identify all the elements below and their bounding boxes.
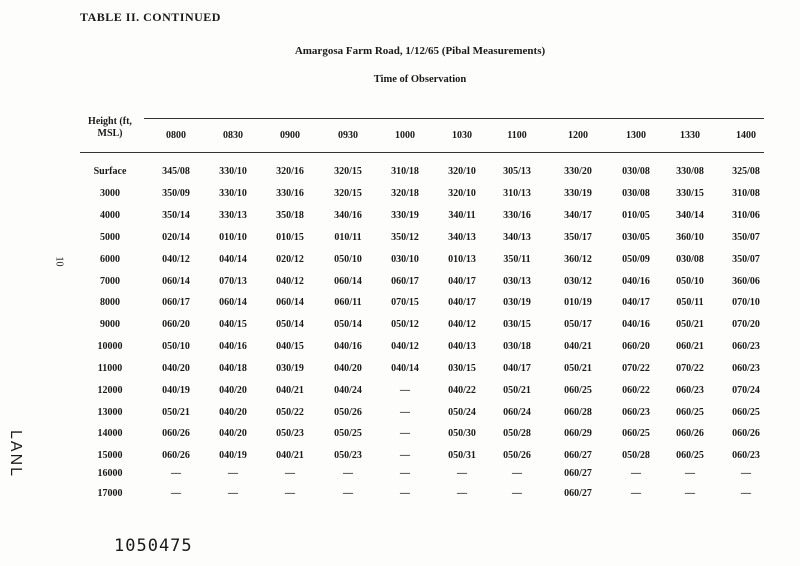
height-column-header: Height (ft, MSL) bbox=[88, 116, 132, 139]
row-height-label: 11000 bbox=[97, 363, 123, 374]
table-cell: 040/16 bbox=[622, 276, 650, 287]
table-cell: 060/20 bbox=[622, 341, 650, 352]
table-cell: 070/10 bbox=[732, 297, 760, 308]
table-cell: 050/11 bbox=[676, 297, 704, 308]
table-cell: 350/11 bbox=[503, 254, 531, 265]
table-cell: 040/16 bbox=[622, 319, 650, 330]
table-cell: 340/13 bbox=[503, 232, 531, 243]
table-cell: 060/27 bbox=[564, 450, 592, 461]
row-height-label: 6000 bbox=[100, 254, 120, 265]
table-cell: 330/15 bbox=[676, 188, 704, 199]
table-cell: 020/14 bbox=[162, 232, 190, 243]
table-cell: 350/07 bbox=[732, 232, 760, 243]
column-header: 1030 bbox=[452, 130, 472, 141]
table-cell: 030/05 bbox=[622, 232, 650, 243]
column-header: 1100 bbox=[507, 130, 527, 141]
table-cell: 050/21 bbox=[564, 363, 592, 374]
table-cell: 340/13 bbox=[448, 232, 476, 243]
table-cell: 050/14 bbox=[334, 319, 362, 330]
table-cell: 020/12 bbox=[276, 254, 304, 265]
table-cell: 360/10 bbox=[676, 232, 704, 243]
row-height-label: 17000 bbox=[97, 488, 123, 499]
table-cell: 040/13 bbox=[448, 341, 476, 352]
table-cell: 350/17 bbox=[564, 232, 592, 243]
table-cell: 050/09 bbox=[622, 254, 650, 265]
table-cell: 060/17 bbox=[391, 276, 419, 287]
table-cell: 040/21 bbox=[276, 450, 304, 461]
table-cell: — bbox=[631, 468, 641, 479]
column-header: 1300 bbox=[626, 130, 646, 141]
column-header: 1400 bbox=[736, 130, 756, 141]
table-cell: 060/25 bbox=[676, 450, 704, 461]
table-cell: 040/12 bbox=[162, 254, 190, 265]
time-of-observation-heading: Time of Observation bbox=[373, 74, 467, 85]
table-cell: 050/10 bbox=[334, 254, 362, 265]
table-cell: 060/24 bbox=[503, 407, 531, 418]
table-cell: 040/20 bbox=[219, 428, 247, 439]
table-cell: — bbox=[685, 468, 695, 479]
table-cell: 040/17 bbox=[448, 276, 476, 287]
table-cell: — bbox=[400, 488, 410, 499]
table-cell: 040/12 bbox=[391, 341, 419, 352]
table-cell: 060/26 bbox=[162, 450, 190, 461]
table-cell: 320/15 bbox=[334, 188, 362, 199]
table-cell: 060/26 bbox=[732, 428, 760, 439]
lanl-stamp: LANL bbox=[7, 430, 24, 479]
table-cell: 330/13 bbox=[219, 210, 247, 221]
column-header: 0900 bbox=[280, 130, 300, 141]
table-cell: — bbox=[400, 385, 410, 396]
table-cell: 330/10 bbox=[219, 166, 247, 177]
table-cell: 050/12 bbox=[391, 319, 419, 330]
table-cell: 040/12 bbox=[276, 276, 304, 287]
table-cell: 040/16 bbox=[334, 341, 362, 352]
column-header: 1330 bbox=[680, 130, 700, 141]
table-cell: 050/25 bbox=[334, 428, 362, 439]
table-cell: 040/17 bbox=[448, 297, 476, 308]
table-cell: 050/23 bbox=[334, 450, 362, 461]
table-cell: 070/20 bbox=[732, 319, 760, 330]
table-cell: 340/11 bbox=[448, 210, 476, 221]
table-cell: 040/20 bbox=[162, 363, 190, 374]
table-cell: 320/10 bbox=[448, 188, 476, 199]
table-cell: 330/20 bbox=[564, 166, 592, 177]
column-header: 0930 bbox=[338, 130, 358, 141]
table-cell: 040/15 bbox=[276, 341, 304, 352]
table-cell: 330/19 bbox=[391, 210, 419, 221]
column-header: 0800 bbox=[166, 130, 186, 141]
table-cell: 070/15 bbox=[391, 297, 419, 308]
table-cell: 060/25 bbox=[564, 385, 592, 396]
table-cell: 060/14 bbox=[334, 276, 362, 287]
table-cell: 345/08 bbox=[162, 166, 190, 177]
table-cell: 070/13 bbox=[219, 276, 247, 287]
table-cell: 040/20 bbox=[219, 407, 247, 418]
table-cell: — bbox=[228, 488, 238, 499]
table-cell: 060/25 bbox=[732, 407, 760, 418]
table-cell: 325/08 bbox=[732, 166, 760, 177]
table-cell: 050/10 bbox=[162, 341, 190, 352]
page-number: 10 bbox=[53, 256, 65, 267]
row-height-label: 12000 bbox=[97, 385, 123, 396]
table-cell: 330/16 bbox=[503, 210, 531, 221]
column-header: 0830 bbox=[223, 130, 243, 141]
table-cell: 060/27 bbox=[564, 468, 592, 479]
row-height-label: 5000 bbox=[100, 232, 120, 243]
table-cell: 050/22 bbox=[276, 407, 304, 418]
table-cell: 320/18 bbox=[391, 188, 419, 199]
table-cell: 060/14 bbox=[162, 276, 190, 287]
table-cell: 330/10 bbox=[219, 188, 247, 199]
table-cell: 030/15 bbox=[503, 319, 531, 330]
row-height-label: 16000 bbox=[97, 468, 123, 479]
table-cell: 040/12 bbox=[448, 319, 476, 330]
table-cell: — bbox=[285, 468, 295, 479]
table-cell: 030/12 bbox=[564, 276, 592, 287]
table-cell: 050/17 bbox=[564, 319, 592, 330]
table-cell: 030/15 bbox=[448, 363, 476, 374]
header-rule-bottom bbox=[80, 152, 764, 153]
table-cell: 350/09 bbox=[162, 188, 190, 199]
table-cell: — bbox=[171, 488, 181, 499]
table-cell: 010/05 bbox=[622, 210, 650, 221]
table-cell: 060/23 bbox=[732, 450, 760, 461]
table-cell: 030/19 bbox=[276, 363, 304, 374]
table-cell: 050/26 bbox=[503, 450, 531, 461]
table-cell: 060/23 bbox=[622, 407, 650, 418]
table-cell: 050/31 bbox=[448, 450, 476, 461]
table-cell: 060/22 bbox=[622, 385, 650, 396]
table-cell: 040/18 bbox=[219, 363, 247, 374]
table-cell: — bbox=[228, 468, 238, 479]
table-cell: 040/20 bbox=[334, 363, 362, 374]
row-height-label: 13000 bbox=[97, 407, 123, 418]
table-cell: 340/17 bbox=[564, 210, 592, 221]
table-cell: 040/22 bbox=[448, 385, 476, 396]
table-cell: 030/19 bbox=[503, 297, 531, 308]
table-cell: 320/10 bbox=[448, 166, 476, 177]
table-cell: 050/26 bbox=[334, 407, 362, 418]
table-cell: — bbox=[400, 450, 410, 461]
table-cell: 050/21 bbox=[676, 319, 704, 330]
table-title: TABLE II. CONTINUED bbox=[80, 10, 221, 24]
table-cell: 050/24 bbox=[448, 407, 476, 418]
table-cell: 030/13 bbox=[503, 276, 531, 287]
table-cell: 350/12 bbox=[391, 232, 419, 243]
table-cell: 320/15 bbox=[334, 166, 362, 177]
document-number: 1050475 bbox=[114, 536, 193, 556]
table-subtitle: Amargosa Farm Road, 1/12/65 (Pibal Measurements) bbox=[294, 45, 546, 57]
table-cell: 040/15 bbox=[219, 319, 247, 330]
table-cell: — bbox=[400, 428, 410, 439]
table-cell: 310/13 bbox=[503, 188, 531, 199]
table-cell: — bbox=[685, 488, 695, 499]
table-cell: 040/14 bbox=[219, 254, 247, 265]
table-cell: — bbox=[171, 468, 181, 479]
table-cell: 040/16 bbox=[219, 341, 247, 352]
table-cell: 040/17 bbox=[622, 297, 650, 308]
table-cell: 060/17 bbox=[162, 297, 190, 308]
table-cell: 030/10 bbox=[391, 254, 419, 265]
table-cell: 340/14 bbox=[676, 210, 704, 221]
row-height-label: Surface bbox=[93, 166, 127, 177]
table-cell: 070/22 bbox=[676, 363, 704, 374]
table-cell: 040/19 bbox=[162, 385, 190, 396]
table-cell: — bbox=[741, 488, 751, 499]
table-cell: 060/21 bbox=[676, 341, 704, 352]
table-cell: — bbox=[400, 468, 410, 479]
table-cell: 060/25 bbox=[676, 407, 704, 418]
table-cell: 070/24 bbox=[732, 385, 760, 396]
row-height-label: 15000 bbox=[97, 450, 123, 461]
table-cell: 010/15 bbox=[276, 232, 304, 243]
table-cell: 050/23 bbox=[276, 428, 304, 439]
table-cell: 320/16 bbox=[276, 166, 304, 177]
table-cell: — bbox=[512, 488, 522, 499]
table-cell: 040/19 bbox=[219, 450, 247, 461]
table-cell: 340/16 bbox=[334, 210, 362, 221]
table-cell: 310/18 bbox=[391, 166, 419, 177]
table-cell: 060/26 bbox=[676, 428, 704, 439]
table-cell: 060/14 bbox=[276, 297, 304, 308]
table-cell: 060/26 bbox=[162, 428, 190, 439]
table-cell: 060/20 bbox=[162, 319, 190, 330]
table-cell: 010/11 bbox=[334, 232, 362, 243]
table-cell: 040/20 bbox=[219, 385, 247, 396]
table-cell: — bbox=[343, 488, 353, 499]
table-cell: 030/08 bbox=[622, 188, 650, 199]
table-cell: 350/14 bbox=[162, 210, 190, 221]
table-cell: 030/18 bbox=[503, 341, 531, 352]
table-cell: 040/17 bbox=[503, 363, 531, 374]
table-cell: — bbox=[285, 488, 295, 499]
table-cell: 040/14 bbox=[391, 363, 419, 374]
table-cell: 010/19 bbox=[564, 297, 592, 308]
table-cell: 310/08 bbox=[732, 188, 760, 199]
header-rule-top bbox=[144, 118, 764, 119]
table-cell: 350/07 bbox=[732, 254, 760, 265]
table-cell: 050/28 bbox=[622, 450, 650, 461]
table-cell: 060/23 bbox=[676, 385, 704, 396]
table-cell: 060/14 bbox=[219, 297, 247, 308]
table-cell: — bbox=[741, 468, 751, 479]
table-cell: 050/30 bbox=[448, 428, 476, 439]
row-height-label: 8000 bbox=[100, 297, 120, 308]
table-cell: 330/16 bbox=[276, 188, 304, 199]
table-cell: 060/25 bbox=[622, 428, 650, 439]
table-cell: 040/21 bbox=[276, 385, 304, 396]
table-cell: 360/12 bbox=[564, 254, 592, 265]
table-cell: 060/28 bbox=[564, 407, 592, 418]
table-cell: 050/21 bbox=[503, 385, 531, 396]
table-cell: 050/10 bbox=[676, 276, 704, 287]
table-cell: 040/21 bbox=[564, 341, 592, 352]
table-cell: 360/06 bbox=[732, 276, 760, 287]
table-cell: — bbox=[343, 468, 353, 479]
table-cell: 310/06 bbox=[732, 210, 760, 221]
row-height-label: 14000 bbox=[97, 428, 123, 439]
table-cell: 060/29 bbox=[564, 428, 592, 439]
table-cell: 060/27 bbox=[564, 488, 592, 499]
table-cell: 330/19 bbox=[564, 188, 592, 199]
column-header: 1000 bbox=[395, 130, 415, 141]
table-cell: 070/22 bbox=[622, 363, 650, 374]
row-height-label: 10000 bbox=[97, 341, 123, 352]
row-height-label: 7000 bbox=[100, 276, 120, 287]
table-cell: 060/23 bbox=[732, 341, 760, 352]
table-cell: — bbox=[400, 407, 410, 418]
row-height-label: 3000 bbox=[100, 188, 120, 199]
table-cell: 030/08 bbox=[622, 166, 650, 177]
row-height-label: 4000 bbox=[100, 210, 120, 221]
table-cell: 060/11 bbox=[334, 297, 362, 308]
table-cell: — bbox=[457, 488, 467, 499]
table-cell: 050/14 bbox=[276, 319, 304, 330]
table-cell: 350/18 bbox=[276, 210, 304, 221]
column-header: 1200 bbox=[568, 130, 588, 141]
table-cell: — bbox=[512, 468, 522, 479]
table-cell: 040/24 bbox=[334, 385, 362, 396]
table-cell: 010/13 bbox=[448, 254, 476, 265]
table-cell: 050/28 bbox=[503, 428, 531, 439]
table-cell: 060/23 bbox=[732, 363, 760, 374]
table-cell: — bbox=[631, 488, 641, 499]
table-cell: 330/08 bbox=[676, 166, 704, 177]
row-height-label: 9000 bbox=[100, 319, 120, 330]
table-cell: 030/08 bbox=[676, 254, 704, 265]
table-cell: 010/10 bbox=[219, 232, 247, 243]
table-cell: 050/21 bbox=[162, 407, 190, 418]
table-cell: — bbox=[457, 468, 467, 479]
table-cell: 305/13 bbox=[503, 166, 531, 177]
